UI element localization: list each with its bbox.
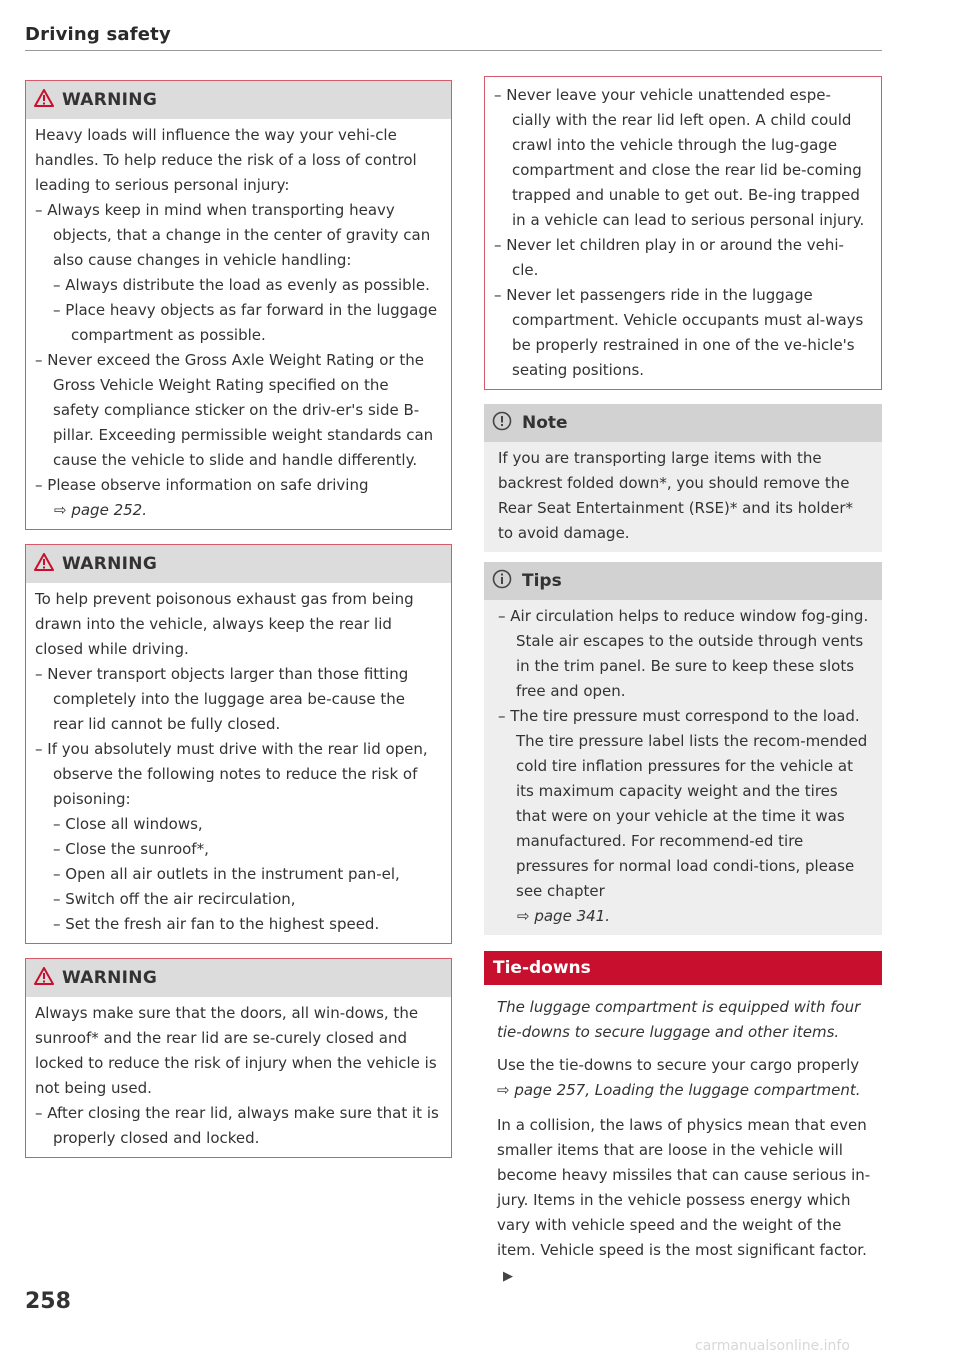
warning-triangle-icon: [34, 967, 54, 989]
warning-title: WARNING: [62, 968, 158, 988]
warning-sub-bullet: – Switch off the air recirculation,: [53, 890, 296, 908]
triangle-right-icon: ▶: [503, 1269, 513, 1284]
tips-box: [484, 562, 882, 935]
note-text: If you are transporting large items with the backrest folded down*, you should remove the Rear Seat Entertainment (RSE)* and its holder* to avoid damage.: [498, 449, 853, 542]
warning-box-doors: [25, 958, 452, 1158]
body-paragraph: [484, 1113, 882, 1289]
section-intro: The luggage compartment is equipped with four tie-downs to secure luggage and other items.: [497, 998, 861, 1041]
warning-bullet: – After closing the rear lid, always make sure that it is properly closed and locked.: [35, 1104, 439, 1147]
section-heading-tie-downs: Tie-downs: [484, 951, 882, 985]
body-paragraph: [484, 1053, 882, 1103]
warning-sub-bullet: – Place heavy objects as far forward in the luggage compartment as possible.: [53, 301, 438, 344]
page-reference-link[interactable]: ⇨ page 252.: [54, 501, 147, 519]
warning-title: WARNING: [62, 90, 158, 110]
warning-intro: Always make sure that the doors, all win-dows, the sunroof* and the rear lid are se-curely closed and locked to reduce the risk of injury when the vehicle is not being used.: [35, 1004, 437, 1097]
page-reference-link[interactable]: ⇨ page 257, Loading the luggage compartment.: [497, 1081, 861, 1099]
left-column: [25, 80, 452, 1172]
warning-box-exhaust: [25, 544, 452, 944]
warning-sub-bullet: – Close the sunroof*,: [53, 840, 209, 858]
warning-bullet: – Never leave your vehicle unattended espe-cially with the rear lid left open. A child could crawl into the vehicle through the lug-gage compartment and close the rear lid be-coming trapped and unable to get out. Be-ing trapped in a vehicle can lead to serious personal injury.: [494, 86, 865, 229]
warning-box-header: [26, 545, 451, 583]
warning-bullet: – Never transport objects larger than those fitting completely into the luggage area be-cause the rear lid cannot be fully closed.: [35, 665, 409, 733]
warning-bullet: – If you absolutely must drive with the rear lid open, observe the following notes to reduce the risk of poisoning:: [35, 740, 428, 808]
warning-box-header: [26, 959, 451, 997]
note-box: [484, 404, 882, 552]
warning-sub-bullet: – Close all windows,: [53, 815, 203, 833]
tips-title: Tips: [522, 571, 562, 591]
warning-intro: To help prevent poisonous exhaust gas from being drawn into the vehicle, always keep the rear lid closed while driving.: [35, 590, 414, 658]
warning-triangle-icon: [34, 553, 54, 575]
warning-bullet: – Never exceed the Gross Axle Weight Rating or the Gross Vehicle Weight Rating specified on the safety compliance sticker on the driv-er's side B-pillar. Exceeding permissible weight standards can cause the vehicle to slide and handle differently.: [35, 351, 434, 469]
warning-box-continued: [484, 76, 882, 390]
right-column: [484, 76, 882, 1299]
warning-sub-bullet: – Set the fresh air fan to the highest speed.: [53, 915, 380, 933]
body-text: In a collision, the laws of physics mean that even smaller items that are loose in the vehicle will become heavy missiles that can cause serious in-jury. Items in the vehicle possess energy which vary with vehicle speed and the weight of the item. Vehicle speed is the most significant factor.: [497, 1116, 871, 1259]
header-divider: [25, 50, 882, 51]
warning-bullet: – Never let passengers ride in the luggage compartment. Vehicle occupants must al-ways be properly restrained in one of the ve-hicle's seating positions.: [494, 286, 864, 379]
warning-bullet: – Please observe information on safe driving: [35, 476, 369, 494]
warning-bullet: – Never let children play in or around the vehi-cle.: [494, 236, 844, 279]
warning-box-header: [26, 81, 451, 119]
warning-bullet: – Always keep in mind when transporting heavy objects, that a change in the center of gravity can also cause changes in vehicle handling:: [35, 201, 431, 269]
note-box-header: [484, 404, 882, 442]
tips-bullet: – Air circulation helps to reduce window fog-ging. Stale air escapes to the outside through vents in the trim panel. Be sure to keep these slots free and open.: [498, 607, 869, 700]
warning-title: WARNING: [62, 554, 158, 574]
page-reference-link[interactable]: ⇨ page 341.: [517, 907, 610, 925]
warning-sub-bullet: – Open all air outlets in the instrument pan-el,: [53, 865, 400, 883]
note-circle-icon: [492, 411, 512, 435]
note-title: Note: [522, 413, 568, 433]
body-text: Use the tie-downs to secure your cargo properly: [497, 1056, 860, 1074]
tips-box-header: [484, 562, 882, 600]
page-header-title: Driving safety: [25, 24, 171, 45]
warning-sub-bullet: – Always distribute the load as evenly as possible.: [53, 276, 430, 294]
tips-bullet: – The tire pressure must correspond to the load. The tire pressure label lists the recom-mended cold tire inflation pressures for the vehicle at its maximum capacity weight and the tires that were on your vehicle at the time it was manufactured. For recommend-ed tire pressures for normal load condi-tions, please see chapter: [498, 707, 868, 900]
warning-intro: Heavy loads will influence the way your vehi-cle handles. To help reduce the risk of a loss of control leading to serious personal injury:: [35, 126, 417, 194]
page-number: 258: [25, 1289, 71, 1314]
watermark: carmanualsonline.info: [695, 1338, 850, 1354]
warning-triangle-icon: [34, 89, 54, 111]
info-circle-icon: [492, 569, 512, 593]
warning-box-heavy-loads: [25, 80, 452, 530]
